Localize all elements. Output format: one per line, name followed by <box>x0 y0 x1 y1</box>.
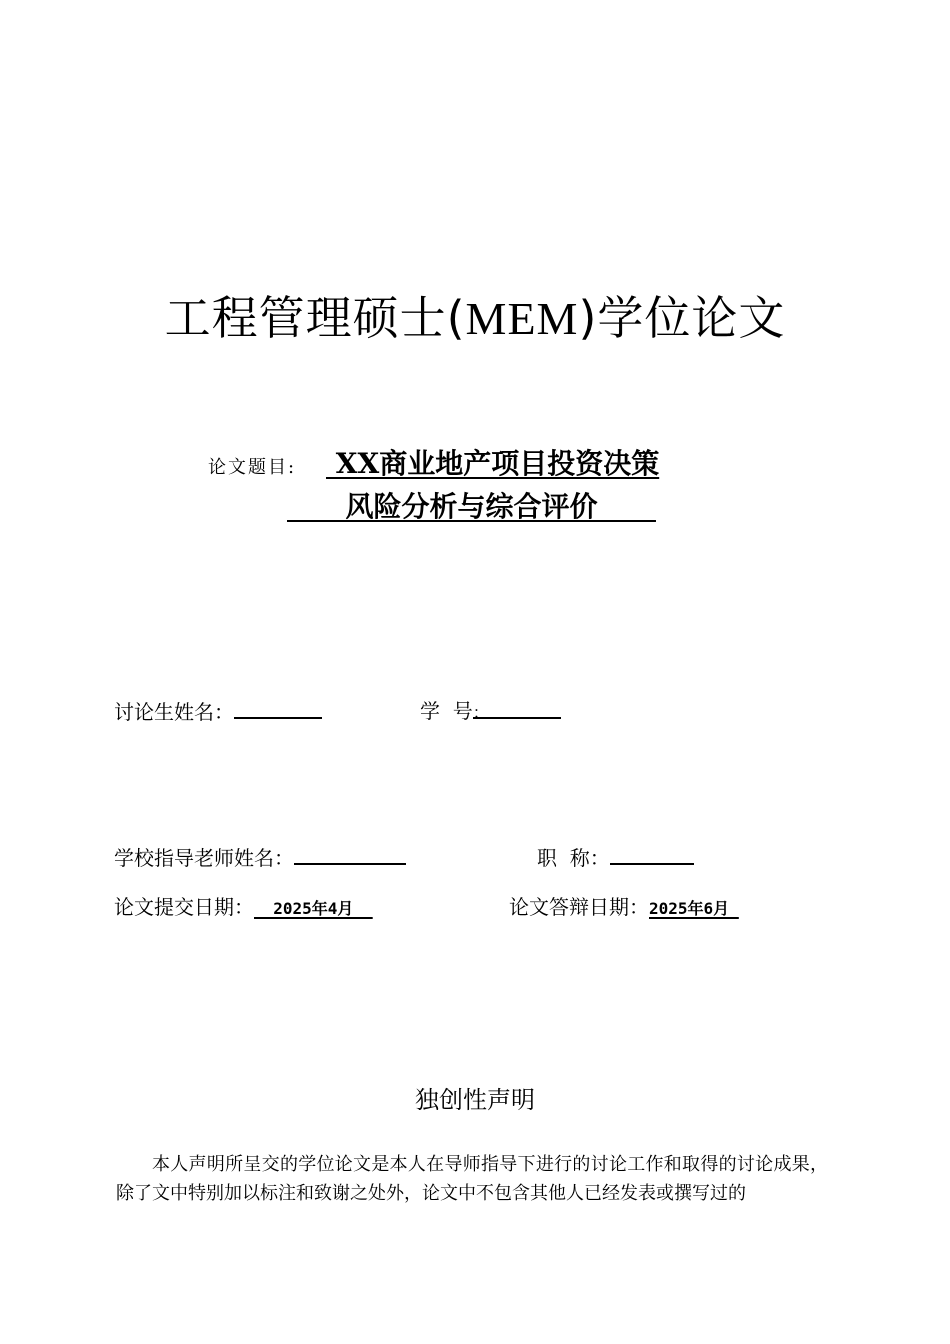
advisor-name-blank <box>294 843 406 865</box>
thesis-title-line1: XX商业地产项目投资决策 <box>326 447 660 480</box>
submit-date-field <box>114 893 373 923</box>
document-title-post: )学位论文 <box>578 291 786 345</box>
advisor-title-blank <box>610 843 694 865</box>
advisor-name-field <box>114 843 406 872</box>
document-title-latin: MEM <box>465 293 579 344</box>
document-title <box>0 288 950 349</box>
defense-date-field <box>509 893 739 923</box>
submit-date-value: 2025年4月 <box>254 899 373 918</box>
student-id-blank <box>472 697 561 722</box>
document-title-pre: 工程管理硕士( <box>164 291 466 345</box>
student-id-label: 学 号 <box>420 699 473 723</box>
thesis-title-label: 论文题目: <box>208 457 297 478</box>
declaration-title: 独创性声明 <box>415 1086 535 1114</box>
advisor-name-label: 学校指导老师姓名： <box>114 846 294 870</box>
student-name-field <box>114 697 322 726</box>
advisor-title-label: 职 称： <box>537 846 610 870</box>
declaration-body: 本人声明所呈交的学位论文是本人在导师指导下进行的讨论工作和取得的讨论成果，除了文中特别加以标注和致谢之处外，论文中不包含其他人已经发表或撰写过的 <box>116 1154 828 1204</box>
student-name-blank <box>234 697 322 719</box>
student-name-label: 讨论生姓名： <box>114 700 234 724</box>
student-id-field <box>420 697 561 725</box>
student-id-colon: ： <box>472 703 489 722</box>
advisor-title-field <box>537 843 694 872</box>
defense-date-label: 论文答辩日期： <box>509 895 649 919</box>
defense-date-value: 2025年6月 <box>649 899 739 918</box>
thesis-title-line2: 风险分析与综合评价 <box>287 490 656 523</box>
submit-date-label: 论文提交日期： <box>114 895 254 919</box>
